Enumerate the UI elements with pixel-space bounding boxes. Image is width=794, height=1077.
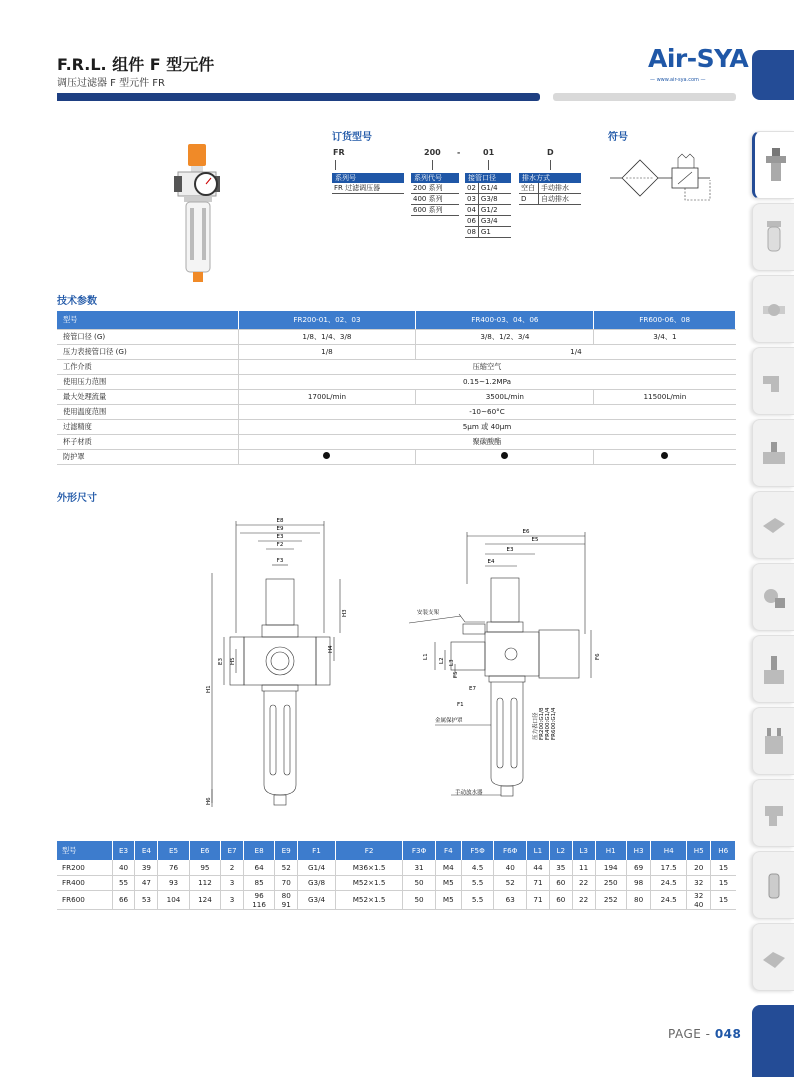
dim-cell: M36×1.5 (335, 860, 402, 875)
port-header: 接管口径 (465, 173, 511, 183)
header-bar-grey (553, 93, 736, 101)
dim-label: E3 (506, 547, 514, 553)
actuator-icon (759, 938, 789, 978)
dim-label: E7 (469, 686, 476, 692)
dim-col-header: F1 (298, 841, 336, 860)
header-bar (57, 93, 540, 101)
dim-cell: M4 (435, 860, 461, 875)
series-code-row: 400 系列 (411, 194, 459, 205)
order-code-series: FR (333, 148, 345, 157)
table-row: 最大处理流量 1700L/min 3500L/min 11500L/min (57, 389, 736, 404)
dim-label: L3 (449, 659, 455, 666)
dim-col-header: F6Φ (494, 841, 527, 860)
dim-label: E6 (522, 529, 530, 535)
manifold-icon (759, 650, 789, 690)
spec-header-row (57, 311, 736, 329)
series-name-row: FR 过滤调压器 (332, 183, 404, 194)
dim-label: FR200:G1/8 (539, 707, 545, 740)
order-code-drain: D (547, 148, 554, 157)
side-tab-fitting[interactable] (752, 275, 794, 343)
dim-label: E3 (276, 534, 284, 540)
side-tab-valve[interactable] (752, 419, 794, 487)
regulator-icon (759, 578, 789, 618)
side-view-drawing (405, 524, 605, 814)
dim-col-header: E3 (112, 841, 135, 860)
dim-label: H3 (342, 609, 348, 617)
dim-cell: 3 (221, 875, 244, 890)
table-row: 过滤精度 5μm 或 40μm (57, 419, 736, 434)
dim-label: E5 (531, 537, 539, 543)
dim-cell: 50 (403, 875, 436, 890)
drain-header: 排水方式 (519, 173, 581, 183)
dim-cell: 69 (626, 860, 650, 875)
spec-col-fr400: FR400-03、04、06 (416, 311, 594, 329)
order-line (335, 160, 336, 170)
dim-col-header: H5 (687, 841, 711, 860)
dim-cell: 52 (275, 860, 298, 875)
dim-cell: 60 (549, 890, 572, 909)
valve-icon (759, 434, 789, 474)
dim-cell: 96 116 (243, 890, 274, 909)
dim-cell: 85 (243, 875, 274, 890)
dim-col-header: H3 (626, 841, 650, 860)
page-number: PAGE - 048 (668, 1027, 742, 1041)
dim-label: F1 (457, 702, 464, 708)
dim-cell: 22 (572, 875, 595, 890)
dim-cell: 15 (711, 875, 736, 890)
dim-cell: 17.5 (651, 860, 687, 875)
fitting-icon (759, 290, 789, 330)
table-row (57, 875, 736, 890)
dim-cell: M5 (435, 875, 461, 890)
table-row: 工作介质 压缩空气 (57, 359, 736, 374)
side-tab-elbow[interactable] (752, 347, 794, 415)
dim-cell: FR600 (57, 890, 112, 909)
section-tab-top[interactable] (752, 50, 794, 100)
dim-col-header: E9 (275, 841, 298, 860)
drain-row: D 自动排水 (519, 194, 581, 205)
guard-dot (323, 452, 330, 459)
brand-website: — www.air-sya.com — (650, 77, 706, 83)
series-code-row: 200 系列 (411, 183, 459, 194)
guard-dot (501, 452, 508, 459)
dim-label: H5 (230, 657, 236, 665)
table-row: 使用压力范围 0.15~1.2MPa (57, 374, 736, 389)
dim-cell: 22 (572, 890, 595, 909)
table-row: 压力表接管口径 (G) 1/8 1/4 (57, 344, 736, 359)
spec-col-model: 型号 (57, 311, 238, 329)
dim-col-header: F3Φ (403, 841, 436, 860)
dim-cell: M52×1.5 (335, 875, 402, 890)
port-box (465, 173, 511, 238)
dim-cell: 39 (135, 860, 158, 875)
page-subtitle: 调压过滤器 F 型元件 FR (57, 78, 165, 89)
dim-cell: M5 (435, 890, 461, 909)
page-tab (752, 1005, 794, 1077)
dim-col-header: E7 (221, 841, 244, 860)
dim-label: FR400:G1/4 (545, 707, 551, 740)
dim-label: F5 (453, 671, 459, 678)
dim-cell: 5.5 (461, 890, 494, 909)
series-code-row: 600 系列 (411, 205, 459, 216)
dim-label: H6 (206, 797, 212, 805)
page-title: F.R.L. 组件 F 型元件 (57, 55, 215, 74)
dim-cell: 76 (158, 860, 189, 875)
order-line (550, 160, 551, 170)
guard-dot (661, 452, 668, 459)
dim-col-header: E6 (189, 841, 220, 860)
side-tab-tee[interactable] (752, 779, 794, 847)
dim-cell: 15 (711, 890, 736, 909)
dim-col-header: H6 (711, 841, 736, 860)
dim-cell: G1/4 (298, 860, 336, 875)
dim-col-header: E5 (158, 841, 189, 860)
side-tab-regulator[interactable] (752, 563, 794, 631)
dim-cell: 44 (527, 860, 550, 875)
side-tab-frl[interactable] (752, 131, 794, 199)
drain-box (519, 173, 581, 205)
dim-cell: 194 (595, 860, 626, 875)
port-row: 02 G1/4 (465, 183, 511, 194)
dim-label: 安装支架 (417, 610, 440, 616)
dim-label: E4 (487, 559, 495, 565)
dim-label: F6 (595, 653, 601, 660)
dim-col-header: E8 (243, 841, 274, 860)
front-view-drawing (200, 513, 360, 813)
port-row: 06 G3/4 (465, 216, 511, 227)
dim-cell: 98 (626, 875, 650, 890)
dim-label: H4 (328, 645, 334, 653)
dim-label: E9 (276, 526, 284, 532)
dim-label: H1 (206, 685, 212, 693)
dim-cell: 47 (135, 875, 158, 890)
dim-col-header: 型号 (57, 841, 112, 860)
bracket-icon (759, 722, 789, 762)
side-tab-manifold[interactable] (752, 635, 794, 703)
side-tab-actuator[interactable] (752, 923, 794, 991)
dim-cell: 60 (549, 875, 572, 890)
dim-cell: 252 (595, 890, 626, 909)
dim-label: F3 (276, 558, 284, 564)
side-tab-bracket[interactable] (752, 707, 794, 775)
dim-cell: FR200 (57, 860, 112, 875)
dim-col-header: H1 (595, 841, 626, 860)
dim-col-header: F5Φ (461, 841, 494, 860)
dim-cell: 11 (572, 860, 595, 875)
drain-row: 空白 手动排水 (519, 183, 581, 194)
dim-cell: 24.5 (651, 890, 687, 909)
symbol-heading: 符号 (608, 132, 628, 143)
silencer-icon (759, 866, 789, 906)
order-heading: 订货型号 (332, 132, 372, 143)
dim-cell: 4.5 (461, 860, 494, 875)
dim-cell: G3/4 (298, 890, 336, 909)
dim-cell: 15 (711, 860, 736, 875)
dim-cell: 104 (158, 890, 189, 909)
dim-cell: 112 (189, 875, 220, 890)
solenoid-icon (759, 506, 789, 546)
dim-cell: 80 91 (275, 890, 298, 909)
dim-cell: 71 (527, 875, 550, 890)
dim-cell: 80 (626, 890, 650, 909)
dim-cell: 24.5 (651, 875, 687, 890)
dim-cell: 64 (243, 860, 274, 875)
frl-unit-icon (761, 146, 791, 186)
dim-header-row (57, 841, 736, 860)
pneumatic-symbol (608, 150, 713, 208)
order-code-dash: - (457, 148, 461, 157)
dim-col-header: H4 (651, 841, 687, 860)
dim-cell: 20 (687, 860, 711, 875)
order-code-port: 01 (483, 148, 495, 157)
dim-cell: 63 (494, 890, 527, 909)
dim-cell: 95 (189, 860, 220, 875)
table-row: 使用温度范围 -10~60°C (57, 404, 736, 419)
dim-cell: 55 (112, 875, 135, 890)
dim-cell: 53 (135, 890, 158, 909)
dim-cell: 71 (527, 890, 550, 909)
dim-cell: 124 (189, 890, 220, 909)
dim-cell: 5.5 (461, 875, 494, 890)
table-row: 接管口径 (G) 1/8、1/4、3/8 3/8、1/2、3/4 3/4、1 (57, 329, 736, 344)
series-code-header: 系列代号 (411, 173, 459, 183)
port-row: 08 G1 (465, 227, 511, 238)
dim-cell: 70 (275, 875, 298, 890)
order-code-size: 200 (424, 148, 441, 157)
spec-table (57, 311, 736, 465)
dim-cell: 32 (687, 875, 711, 890)
brand-logo: Air-SYA (648, 44, 749, 73)
port-row: 03 G3/8 (465, 194, 511, 205)
series-name-header: 系列号 (332, 173, 404, 183)
side-tab-solenoid[interactable] (752, 491, 794, 559)
dim-cell: 32 40 (687, 890, 711, 909)
dim-col-header: L2 (549, 841, 572, 860)
filter-icon (759, 218, 789, 258)
dim-label: 压力表口径 (533, 712, 539, 740)
dim-cell: 250 (595, 875, 626, 890)
tee-fitting-icon (759, 794, 789, 834)
table-row (57, 860, 736, 875)
dim-cell: 2 (221, 860, 244, 875)
dim-cell: 31 (403, 860, 436, 875)
spec-col-fr600: FR600-06、08 (594, 311, 736, 329)
dim-cell: 40 (494, 860, 527, 875)
dim-cell: 50 (403, 890, 436, 909)
dim-cell: FR400 (57, 875, 112, 890)
dim-col-header: F2 (335, 841, 402, 860)
dim-label: F2 (276, 542, 284, 548)
dims-heading: 外形尺寸 (57, 493, 97, 504)
dim-label: L1 (423, 653, 429, 660)
dim-col-header: L3 (572, 841, 595, 860)
dim-cell: M52×1.5 (335, 890, 402, 909)
series-name-box (332, 173, 404, 194)
dim-cell: 40 (112, 860, 135, 875)
side-tab-silencer[interactable] (752, 851, 794, 919)
dim-col-header: L1 (527, 841, 550, 860)
dim-label: E8 (276, 518, 284, 524)
order-line (432, 160, 433, 170)
dim-label: 金属保护罩 (435, 718, 463, 724)
dim-col-header: E4 (135, 841, 158, 860)
dim-label: FR600:G1/4 (551, 707, 557, 740)
dim-cell: 35 (549, 860, 572, 875)
dim-cell: 3 (221, 890, 244, 909)
spec-col-fr200: FR200-01、02、03 (238, 311, 416, 329)
dimension-table (57, 841, 736, 910)
dim-cell: 52 (494, 875, 527, 890)
side-tab-filter[interactable] (752, 203, 794, 271)
table-row (57, 890, 736, 909)
dim-cell: 66 (112, 890, 135, 909)
series-code-box (411, 173, 459, 216)
dim-label: 手动放水器 (455, 790, 483, 796)
dim-cell: 93 (158, 875, 189, 890)
spec-heading: 技术参数 (57, 296, 97, 307)
order-line (488, 160, 489, 170)
table-row: 杯子材质 聚碳酸酯 (57, 434, 736, 449)
dim-cell: G3/8 (298, 875, 336, 890)
elbow-icon (759, 362, 789, 402)
port-row: 04 G1/2 (465, 205, 511, 216)
product-image (168, 140, 238, 285)
table-row: 防护罩 (57, 449, 736, 464)
dim-col-header: F4 (435, 841, 461, 860)
dim-label: L2 (439, 657, 445, 664)
dim-label: E3 (218, 658, 224, 665)
